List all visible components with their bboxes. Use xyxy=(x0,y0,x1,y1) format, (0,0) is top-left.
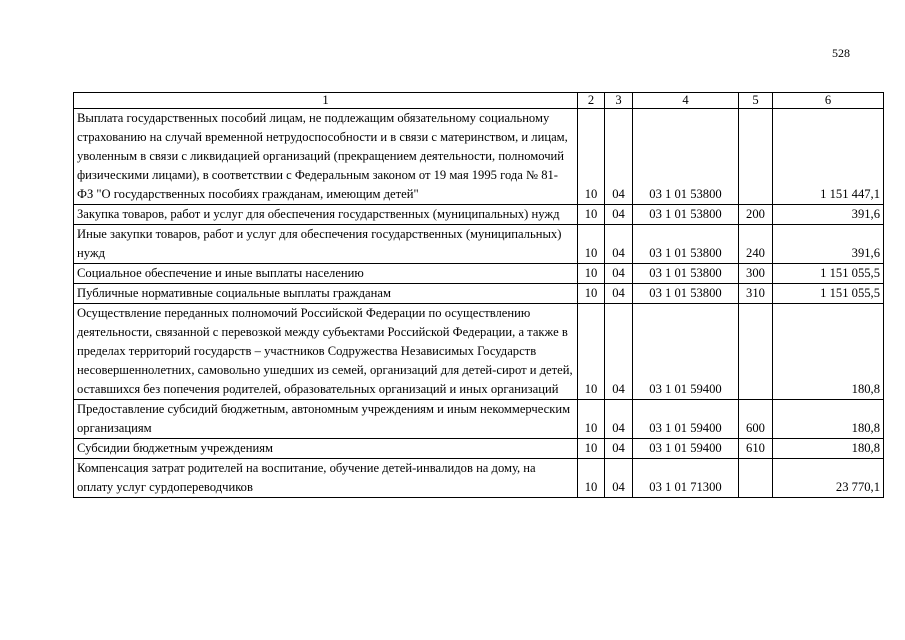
row-amount: 391,6 xyxy=(773,205,884,225)
row-subsection: 04 xyxy=(605,225,633,264)
row-target-code: 03 1 01 53800 xyxy=(633,109,739,205)
row-expense-type xyxy=(739,109,773,205)
row-section: 10 xyxy=(578,109,605,205)
row-section: 10 xyxy=(578,439,605,459)
row-section: 10 xyxy=(578,264,605,284)
row-section: 10 xyxy=(578,400,605,439)
row-section: 10 xyxy=(578,205,605,225)
header-col-6: 6 xyxy=(773,93,884,109)
row-target-code: 03 1 01 59400 xyxy=(633,400,739,439)
row-amount: 1 151 055,5 xyxy=(773,264,884,284)
row-expense-type: 200 xyxy=(739,205,773,225)
row-subsection: 04 xyxy=(605,400,633,439)
table-row xyxy=(74,459,884,498)
row-name: Выплата государственных пособий лицам, не подлежащим обязательному социальному страхованию на случай временной нетрудоспособности и в связи с материнством, и лицам, уволенным в связи с ликвидацией организаций (прекращением деятельности, полномочий физическими лицами), в соответствии с Федеральным законом от 19 мая 1995 года № 81-ФЗ "О государственных пособиях гражданам, имеющим детей" xyxy=(74,109,578,205)
row-subsection: 04 xyxy=(605,439,633,459)
row-amount: 23 770,1 xyxy=(773,459,884,498)
row-section: 10 xyxy=(578,304,605,400)
table-row xyxy=(74,109,884,205)
row-subsection: 04 xyxy=(605,109,633,205)
row-name: Закупка товаров, работ и услуг для обеспечения государственных (муниципальных) нужд xyxy=(74,205,578,225)
row-target-code: 03 1 01 59400 xyxy=(633,304,739,400)
row-subsection: 04 xyxy=(605,304,633,400)
page-number: 528 xyxy=(832,46,850,60)
row-name: Компенсация затрат родителей на воспитание, обучение детей-инвалидов на дому, на оплату услуг сурдопереводчиков xyxy=(74,459,578,498)
row-target-code: 03 1 01 53800 xyxy=(633,205,739,225)
row-expense-type xyxy=(739,304,773,400)
row-section: 10 xyxy=(578,225,605,264)
row-name: Осуществление переданных полномочий Российской Федерации по осуществлению деятельности, связанной с перевозкой между субъектами Российской Федерации, а также в пределах территорий государств – участников Содружества Независимых Государств несовершеннолетних, самовольно ушедших из семей, организаций для детей-сирот и детей, оставшихся без попечения родителей, образовательных организаций и иных организаций xyxy=(74,304,578,400)
row-target-code: 03 1 01 53800 xyxy=(633,284,739,304)
header-col-5: 5 xyxy=(739,93,773,109)
row-target-code: 03 1 01 53800 xyxy=(633,264,739,284)
row-section: 10 xyxy=(578,284,605,304)
row-name: Публичные нормативные социальные выплаты гражданам xyxy=(74,284,578,304)
row-amount: 391,6 xyxy=(773,225,884,264)
header-col-4: 4 xyxy=(633,93,739,109)
table-row xyxy=(74,205,884,225)
row-amount: 180,8 xyxy=(773,304,884,400)
row-subsection: 04 xyxy=(605,205,633,225)
row-amount: 1 151 055,5 xyxy=(773,284,884,304)
row-amount: 180,8 xyxy=(773,439,884,459)
table-row xyxy=(74,400,884,439)
row-name: Предоставление субсидий бюджетным, автономным учреждениям и иным некоммерческим организациям xyxy=(74,400,578,439)
row-expense-type xyxy=(739,459,773,498)
row-subsection: 04 xyxy=(605,284,633,304)
row-expense-type: 310 xyxy=(739,284,773,304)
row-target-code: 03 1 01 53800 xyxy=(633,225,739,264)
row-name: Социальное обеспечение и иные выплаты населению xyxy=(74,264,578,284)
header-col-3: 3 xyxy=(605,93,633,109)
table-row xyxy=(74,225,884,264)
row-target-code: 03 1 01 71300 xyxy=(633,459,739,498)
table-row xyxy=(74,439,884,459)
row-name: Субсидии бюджетным учреждениям xyxy=(74,439,578,459)
row-expense-type: 610 xyxy=(739,439,773,459)
row-subsection: 04 xyxy=(605,459,633,498)
row-target-code: 03 1 01 59400 xyxy=(633,439,739,459)
header-col-1: 1 xyxy=(74,93,578,109)
table-row xyxy=(74,304,884,400)
row-name: Иные закупки товаров, работ и услуг для обеспечения государственных (муниципальных) нужд xyxy=(74,225,578,264)
row-subsection: 04 xyxy=(605,264,633,284)
budget-table xyxy=(73,92,884,498)
row-expense-type: 300 xyxy=(739,264,773,284)
row-section: 10 xyxy=(578,459,605,498)
table-header-row xyxy=(74,93,884,109)
row-expense-type: 600 xyxy=(739,400,773,439)
table-row xyxy=(74,284,884,304)
row-amount: 1 151 447,1 xyxy=(773,109,884,205)
header-col-2: 2 xyxy=(578,93,605,109)
row-expense-type: 240 xyxy=(739,225,773,264)
table-row xyxy=(74,264,884,284)
row-amount: 180,8 xyxy=(773,400,884,439)
